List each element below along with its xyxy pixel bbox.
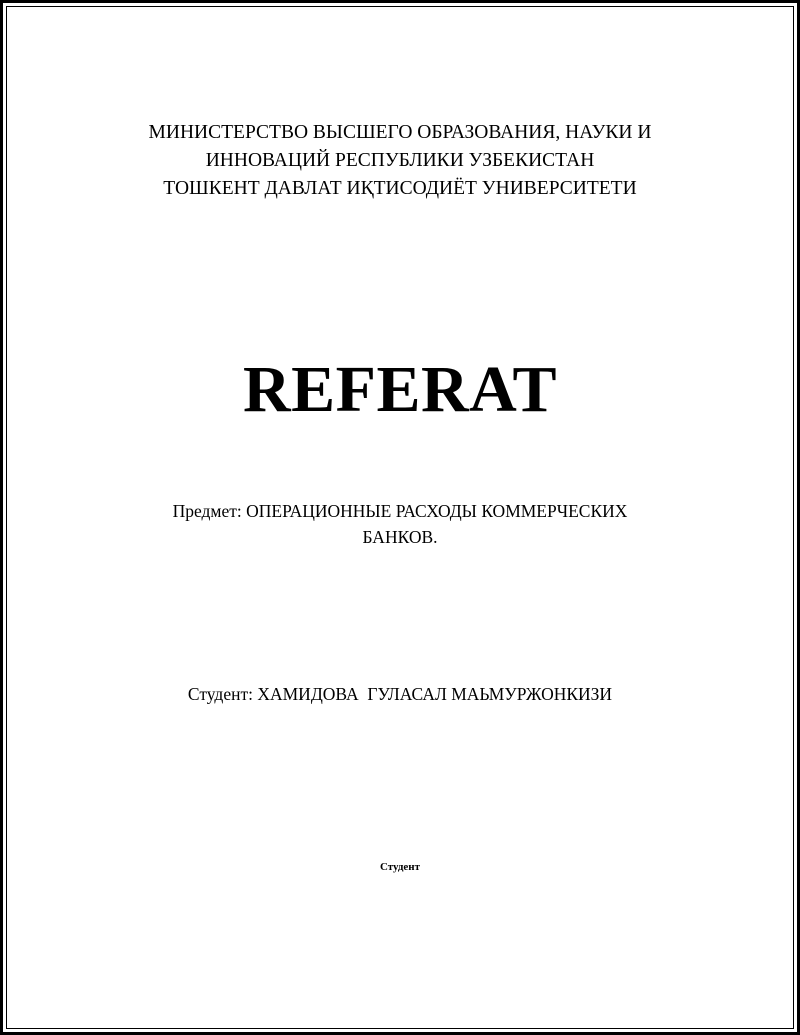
subject-block bbox=[40, 498, 760, 550]
header-line-2: ИННОВАЦИЙ РЕСПУБЛИКИ УЗБЕКИСТАН bbox=[205, 150, 595, 171]
student-line: Студент: ХАМИДОВА ГУЛАСАЛ МАЬМУРЖОНКИЗИ bbox=[187, 684, 613, 704]
subject-line-2: БАНКОВ. bbox=[362, 527, 438, 547]
header-line-1: МИНИСТЕРСТВО ВЫСШЕГО ОБРАЗОВАНИЯ, НАУКИ И bbox=[148, 122, 652, 143]
footer-student-label: Студент bbox=[379, 861, 421, 873]
header-line-3: ТОШКЕНТ ДАВЛАТ ИҚТИСОДИЁТ УНИВЕРСИТЕТИ bbox=[163, 178, 637, 199]
subject-line-1: Предмет: ОПЕРАЦИОННЫЕ РАСХОДЫ КОММЕРЧЕСКИХ bbox=[172, 501, 628, 521]
institution-header bbox=[40, 119, 760, 203]
document-title: REFERAT bbox=[243, 353, 557, 426]
